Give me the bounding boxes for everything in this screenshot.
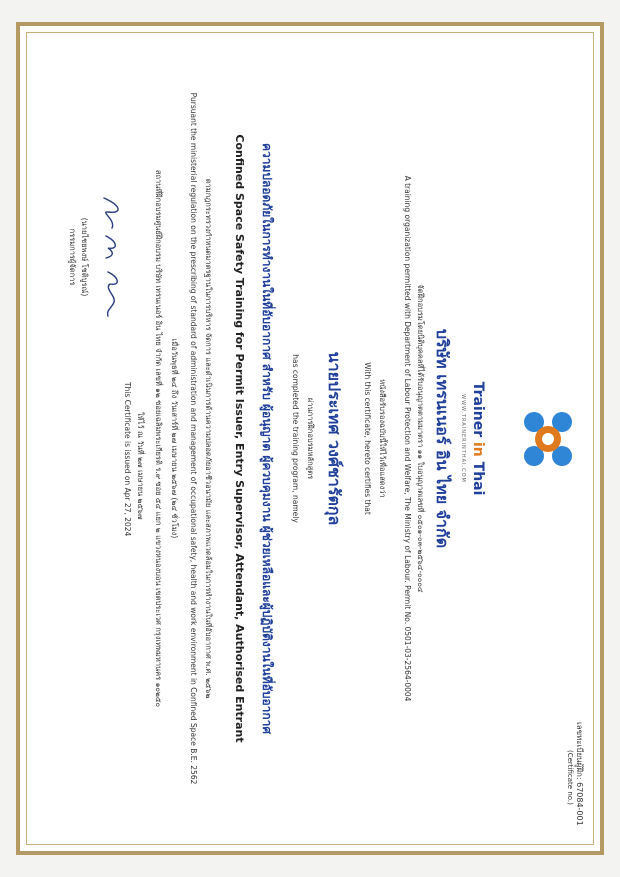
trainer-in-thai-logo: [504, 391, 584, 487]
completed-text-en: has completed the training program, namely: [291, 354, 300, 523]
signatory-name: (นายไชยพงษ์ โชติบูรณ์): [80, 217, 89, 297]
brand-name: Trainer in Thai: [470, 381, 486, 496]
brand-url: WWW.TRAINERINTHAI.COM: [460, 394, 466, 483]
completed-text-th: ผ่านการฝึกอบรมหลักสูตร: [306, 397, 315, 480]
regulation-text-en: Pursuant the ministerial regulation on the prescribing of standard of administration and management of occupational safety, health and work environment in Confined Space B.E. 2562: [189, 92, 198, 785]
certificate-number-value: 67084-001: [575, 782, 584, 826]
certify-text-en: With this certificate, hereto certifies that: [363, 362, 372, 515]
course-title-en: Confined Space Safety Training for Permit Issuer, Entry Supervisor, Attendant, Authorised Entrant: [233, 134, 246, 743]
certificate-number: [573, 722, 586, 826]
regulation-text-th: ตามกฎกระทรวงกำหนดมาตรฐานในการบริหาร จัดการ และดำเนินการด้านความปลอดภัยอาชีวอนามัย และสภาพแวดล้อมในการทำงานในที่อับอากาศ พ.ศ. ๒๕๖๒: [204, 178, 213, 699]
issue-date-th: ให้ไว้ ณ วันที่ ๒๗ เมษายน ๒๕๖๗: [136, 412, 145, 520]
permit-text-en: A training organization permitted with Department of Labour Protection and Welfare, The Ministry of Labour. Permit No. 0501-03-2564-0004: [403, 175, 412, 702]
permit-text-th: จัดฝึกอบรมโดยนิติบุคคลที่ได้รับอนุญาตตามมาตรา ๑๑ ใบอนุญาตเลขที่ ๐๕๐๑-๐๓-๒๕๖๔-๐๐๐๔: [416, 284, 425, 593]
recipient-name: นายประเทศ วงศ์ชารัตกุล: [325, 351, 344, 526]
certificate-number-label-en: (Certificate no.): [566, 750, 574, 805]
course-title-th: ความปลอดภัยในการทำงานในที่อับอากาศ สำหรับ ผู้อนุญาต ผู้ควบคุมงาน ผู้ช่วยเหลือและผู้ปฏิบัติงานในที่อับอากาศ: [260, 142, 274, 735]
certificate-content: [26, 32, 594, 845]
signatory-role: กรรมการผู้จัดการ: [68, 228, 77, 286]
company-name: บริษัท เทรนเนอร์ อิน ไทย จำกัด: [433, 328, 452, 549]
certify-text-th: หนังสือรับรองฉบับนี้ให้ไว้เพื่อแสดงว่า: [378, 379, 387, 498]
training-date: เมื่อวันพุธที่ ๒๔ ถึง วันเสาร์ที่ ๒๗ เมษายน ๒๕๖๗ (๒๔ ชั่วโมง): [170, 338, 179, 539]
training-venue: สถานที่ฝึกอบรมศูนย์ฝึกอบรม บริษัท เทรนเนอร์ อิน ไทย จำกัด เลขที่ ๑๒ ซอยเฉลิมพระเกียรติ ร.๙ ซอย ๕๔ แยก ๒ แขวงหนองบอน เขตประเวศ กรุงเทพมหานคร ๑๐๒๕๐: [154, 169, 163, 708]
issue-date-en: This Certificate is issued on Apr 27, 2024: [123, 382, 132, 537]
certificate-number-label: เลขทะเบียนผู้ฝึก:: [575, 722, 584, 780]
signature: [96, 192, 126, 322]
